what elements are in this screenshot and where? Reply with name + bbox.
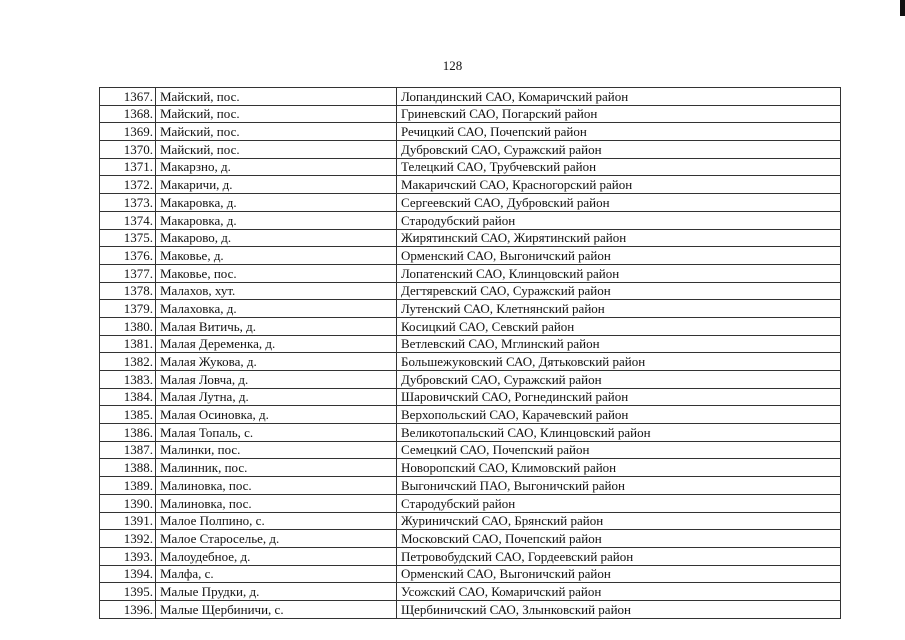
row-number: 1367. — [100, 88, 156, 106]
table-row — [100, 317, 841, 335]
row-number: 1386. — [100, 424, 156, 442]
table-row — [100, 388, 841, 406]
settlement-table — [99, 87, 841, 619]
administrative-unit: Семецкий САО, Почепский район — [397, 441, 841, 459]
table-row — [100, 247, 841, 265]
row-number: 1394. — [100, 565, 156, 583]
row-number: 1371. — [100, 158, 156, 176]
administrative-unit: Жирятинский САО, Жирятинский район — [397, 229, 841, 247]
administrative-unit: Телецкий САО, Трубчевский район — [397, 158, 841, 176]
row-number: 1368. — [100, 105, 156, 123]
settlement-name: Малая Топаль, с. — [156, 424, 397, 442]
administrative-unit: Дубровский САО, Суражский район — [397, 371, 841, 389]
settlement-name: Маковье, д. — [156, 247, 397, 265]
table-row — [100, 264, 841, 282]
administrative-unit: Выгоничский ПАО, Выгоничский район — [397, 477, 841, 495]
table-row — [100, 441, 841, 459]
administrative-unit: Новоропский САО, Климовский район — [397, 459, 841, 477]
row-number: 1389. — [100, 477, 156, 495]
table-row — [100, 459, 841, 477]
administrative-unit: Журиничский САО, Брянский район — [397, 512, 841, 530]
administrative-unit: Московский САО, Почепский район — [397, 530, 841, 548]
settlement-name: Малая Жукова, д. — [156, 353, 397, 371]
settlement-name: Майский, пос. — [156, 123, 397, 141]
settlement-name: Малфа, с. — [156, 565, 397, 583]
table-row — [100, 300, 841, 318]
table-row — [100, 229, 841, 247]
administrative-unit: Шаровичский САО, Рогнединский район — [397, 388, 841, 406]
administrative-unit: Ветлевский САО, Мглинский район — [397, 335, 841, 353]
table-row — [100, 406, 841, 424]
table-row — [100, 371, 841, 389]
table-row — [100, 600, 841, 618]
administrative-unit: Косицкий САО, Севский район — [397, 317, 841, 335]
settlement-name: Макаровка, д. — [156, 194, 397, 212]
table-row — [100, 88, 841, 106]
administrative-unit: Усожский САО, Комаричский район — [397, 583, 841, 601]
administrative-unit: Орменский САО, Выгоничский район — [397, 565, 841, 583]
row-number: 1396. — [100, 600, 156, 618]
administrative-unit: Гриневский САО, Погарский район — [397, 105, 841, 123]
settlement-table-body — [100, 88, 841, 619]
row-number: 1382. — [100, 353, 156, 371]
table-row — [100, 211, 841, 229]
table-row — [100, 105, 841, 123]
settlement-name: Макарово, д. — [156, 229, 397, 247]
settlement-name: Малая Деременка, д. — [156, 335, 397, 353]
row-number: 1385. — [100, 406, 156, 424]
row-number: 1391. — [100, 512, 156, 530]
administrative-unit: Дегтяревский САО, Суражский район — [397, 282, 841, 300]
row-number: 1377. — [100, 264, 156, 282]
table-row — [100, 123, 841, 141]
administrative-unit: Сергеевский САО, Дубровский район — [397, 194, 841, 212]
settlement-name: Малаховка, д. — [156, 300, 397, 318]
row-number: 1390. — [100, 494, 156, 512]
administrative-unit: Великотопальский САО, Клинцовский район — [397, 424, 841, 442]
settlement-name: Малая Осиновка, д. — [156, 406, 397, 424]
settlement-name: Макаровка, д. — [156, 211, 397, 229]
administrative-unit: Верхопольский САО, Карачевский район — [397, 406, 841, 424]
row-number: 1378. — [100, 282, 156, 300]
table-row — [100, 158, 841, 176]
table-row — [100, 353, 841, 371]
row-number: 1395. — [100, 583, 156, 601]
settlement-name: Майский, пос. — [156, 105, 397, 123]
table-row — [100, 477, 841, 495]
table-row — [100, 141, 841, 159]
settlement-name: Малое Староселье, д. — [156, 530, 397, 548]
settlement-name: Малинник, пос. — [156, 459, 397, 477]
settlement-name: Малое Полпино, с. — [156, 512, 397, 530]
row-number: 1374. — [100, 211, 156, 229]
table-row — [100, 565, 841, 583]
administrative-unit: Стародубский район — [397, 494, 841, 512]
administrative-unit: Щербиничский САО, Злынковский район — [397, 600, 841, 618]
table-row — [100, 547, 841, 565]
row-number: 1393. — [100, 547, 156, 565]
administrative-unit: Стародубский район — [397, 211, 841, 229]
settlement-name: Малые Прудки, д. — [156, 583, 397, 601]
row-number: 1388. — [100, 459, 156, 477]
administrative-unit: Лопандинский САО, Комаричский район — [397, 88, 841, 106]
table-row — [100, 494, 841, 512]
row-number: 1370. — [100, 141, 156, 159]
row-number: 1392. — [100, 530, 156, 548]
settlement-name: Макаричи, д. — [156, 176, 397, 194]
table-row — [100, 194, 841, 212]
settlement-name: Малые Щербиничи, с. — [156, 600, 397, 618]
row-number: 1384. — [100, 388, 156, 406]
row-number: 1383. — [100, 371, 156, 389]
table-row — [100, 282, 841, 300]
administrative-unit: Орменский САО, Выгоничский район — [397, 247, 841, 265]
row-number: 1381. — [100, 335, 156, 353]
scan-edge-mark — [900, 0, 905, 16]
table-row — [100, 176, 841, 194]
settlement-name: Малиновка, пос. — [156, 477, 397, 495]
row-number: 1375. — [100, 229, 156, 247]
row-number: 1376. — [100, 247, 156, 265]
page-number: 128 — [442, 58, 463, 73]
settlement-name: Майский, пос. — [156, 88, 397, 106]
settlement-name: Малинки, пос. — [156, 441, 397, 459]
table-row — [100, 424, 841, 442]
settlement-name: Малиновка, пос. — [156, 494, 397, 512]
row-number: 1372. — [100, 176, 156, 194]
settlement-name: Малая Витичь, д. — [156, 317, 397, 335]
settlement-name: Маковье, пос. — [156, 264, 397, 282]
table-row — [100, 335, 841, 353]
administrative-unit: Макаричский САО, Красногорский район — [397, 176, 841, 194]
administrative-unit: Лопатенский САО, Клинцовский район — [397, 264, 841, 282]
table-row — [100, 512, 841, 530]
table-row — [100, 583, 841, 601]
administrative-unit: Петровобудский САО, Гордеевский район — [397, 547, 841, 565]
row-number: 1380. — [100, 317, 156, 335]
row-number: 1379. — [100, 300, 156, 318]
settlement-name: Малая Ловча, д. — [156, 371, 397, 389]
administrative-unit: Дубровский САО, Суражский район — [397, 141, 841, 159]
settlement-name: Малоудебное, д. — [156, 547, 397, 565]
administrative-unit: Речицкий САО, Почепский район — [397, 123, 841, 141]
row-number: 1387. — [100, 441, 156, 459]
row-number: 1373. — [100, 194, 156, 212]
table-row — [100, 530, 841, 548]
settlement-name: Макарзно, д. — [156, 158, 397, 176]
row-number: 1369. — [100, 123, 156, 141]
settlement-name: Майский, пос. — [156, 141, 397, 159]
administrative-unit: Большежуковский САО, Дятьковский район — [397, 353, 841, 371]
settlement-name: Малая Лутна, д. — [156, 388, 397, 406]
settlement-name: Малахов, хут. — [156, 282, 397, 300]
administrative-unit: Лутенский САО, Клетнянский район — [397, 300, 841, 318]
